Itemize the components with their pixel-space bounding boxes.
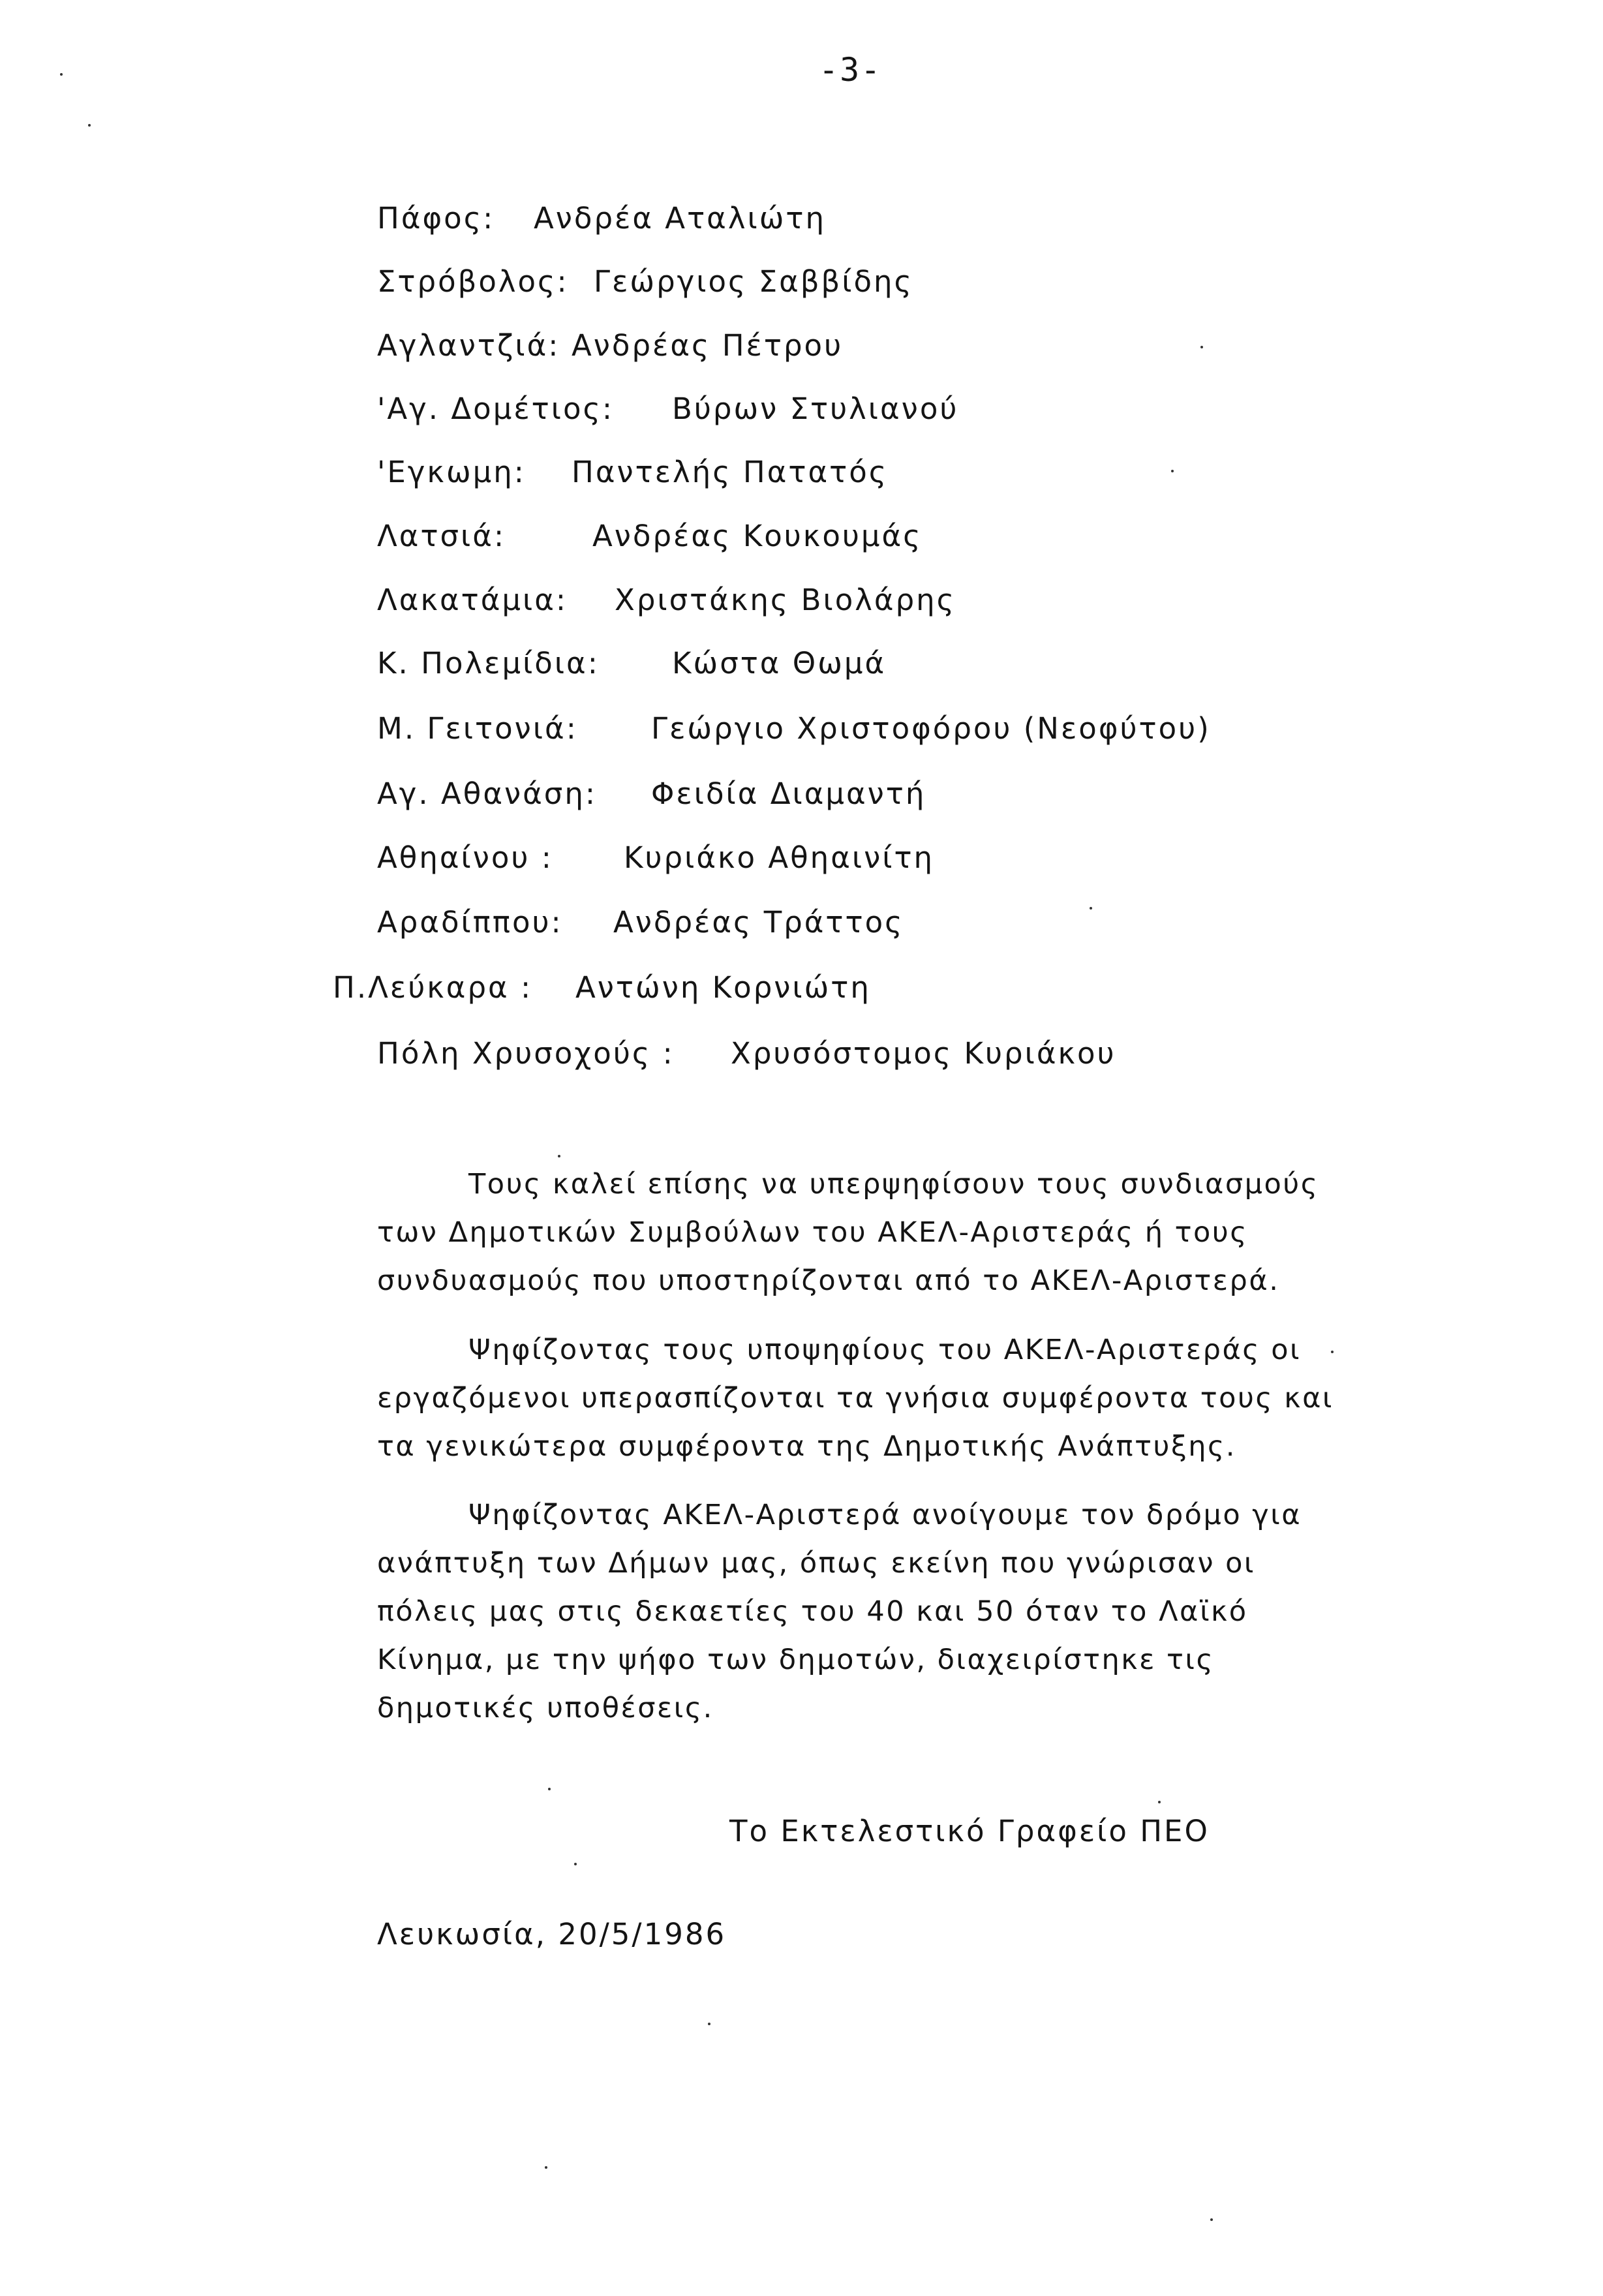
candidate-place: Λακατάμια: xyxy=(377,583,568,617)
candidate-place: Π.Λεύκαρα : xyxy=(333,970,533,1005)
candidate-name: Κυριάκο Αθηαινίτη xyxy=(624,840,935,875)
scan-speck xyxy=(545,2166,547,2169)
candidate-name: Κώστα Θωμά xyxy=(672,646,887,681)
paragraph xyxy=(377,1491,1486,1732)
candidate-name: Χριστάκης Βιολάρης xyxy=(615,583,956,617)
candidate-place: 'Εγκωμη: xyxy=(377,455,526,489)
candidate-name: Χρυσόστομος Κυριάκου xyxy=(731,1036,1116,1071)
paragraph-line: δημοτικές υποθέσεις. xyxy=(377,1692,714,1724)
paragraph-line: Ψηφίζοντας ΑΚΕΛ-Αριστερά ανοίγουμε τον δρόμο για xyxy=(468,1499,1302,1531)
scan-speck xyxy=(548,1788,551,1790)
candidate-name: Γεώργιο Χριστοφόρου (Νεοφύτου) xyxy=(651,711,1211,746)
paragraph-line: των Δημοτικών Συμβούλων του ΑΚΕΛ-Αριστεράς ή τους xyxy=(377,1216,1248,1249)
candidate-place: Κ. Πολεμίδια: xyxy=(377,646,600,681)
scan-speck xyxy=(1090,907,1092,910)
paragraph xyxy=(377,1326,1486,1471)
scan-speck xyxy=(88,124,91,127)
scan-speck xyxy=(1200,346,1203,348)
candidate-place: Αθηαίνου : xyxy=(377,840,553,875)
candidate-name: Ανδρέας Κουκουμάς xyxy=(592,519,923,553)
candidate-name: Φειδία Διαμαντή xyxy=(651,776,926,811)
candidate-place: Πόλη Χρυσοχούς : xyxy=(377,1036,675,1071)
dateline: Λευκωσία, 20/5/1986 xyxy=(377,1917,727,1952)
page-number: -3- xyxy=(819,51,882,89)
paragraph-line: συνδυασμούς που υποστηρίζονται από το ΑΚΕΛ-Αριστερά. xyxy=(377,1264,1280,1297)
scan-speck xyxy=(60,73,63,76)
candidate-place: Αραδίππου: xyxy=(377,905,563,940)
candidate-name: Ανδρέα Αταλιώτη xyxy=(534,201,827,236)
paragraph-line: ανάπτυξη των Δήμων μας, όπως εκείνη που γνώρισαν οι xyxy=(377,1547,1255,1580)
candidate-place: Λατσιά: xyxy=(377,519,506,553)
scan-speck xyxy=(574,1863,577,1865)
scan-speck xyxy=(708,2023,710,2025)
candidate-name: Αντώνη Κορνιώτη xyxy=(575,970,871,1005)
paragraph xyxy=(377,1160,1486,1305)
candidate-name: Παντελής Πατατός xyxy=(572,455,889,489)
paragraph-line: πόλεις μας στις δεκαετίες του 40 και 50 όταν το Λαϊκό xyxy=(377,1595,1248,1628)
paragraph-line: τα γενικώτερα συμφέροντα της Δημοτικής Ανάπτυξης. xyxy=(377,1430,1236,1463)
candidate-place: Μ. Γειτονιά: xyxy=(377,711,578,746)
candidate-place: Πάφος: xyxy=(377,201,495,236)
scan-speck xyxy=(1158,1801,1161,1803)
candidate-place: Αγ. Αθανάση: xyxy=(377,776,598,811)
paragraph-line: Τους καλεί επίσης να υπερψηφίσουν τους συνδιασμούς xyxy=(468,1168,1319,1201)
scan-speck xyxy=(558,1155,560,1157)
candidate-name: Ανδρέας Τράττος xyxy=(613,905,904,940)
scan-speck xyxy=(1331,1351,1334,1353)
signature: Το Εκτελεστικό Γραφείο ΠΕΟ xyxy=(729,1814,1210,1848)
candidate-place: Στρόβολος: xyxy=(377,264,569,299)
paragraph-line: εργαζόμενοι υπερασπίζονται τα γνήσια συμφέροντα τους και xyxy=(377,1382,1334,1415)
paragraph-line: Κίνημα, με την ψήφο των δημοτών, διαχειρίστηκε τις xyxy=(377,1644,1215,1676)
candidate-name: Ανδρέας Πέτρου xyxy=(572,328,844,363)
candidate-place: 'Αγ. Δομέτιος: xyxy=(377,391,615,426)
candidate-place: Αγλαντζιά: xyxy=(377,328,560,363)
scan-speck xyxy=(1171,470,1174,472)
scan-speck xyxy=(1210,2218,1213,2221)
paragraph-line: Ψηφίζοντας τους υποψηφίους του ΑΚΕΛ-Αριστεράς οι xyxy=(468,1334,1302,1366)
candidate-name: Γεώργιος Σαββίδης xyxy=(594,264,913,299)
candidate-name: Βύρων Στυλιανού xyxy=(672,391,959,426)
